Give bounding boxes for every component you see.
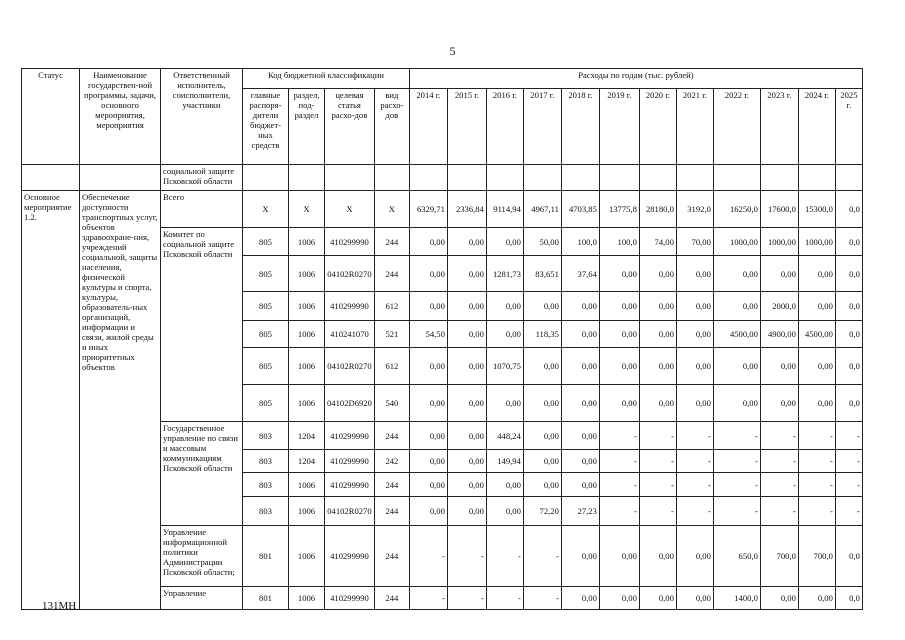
expense-value: 0,00 xyxy=(486,292,523,321)
expense-value: 0,00 xyxy=(447,321,486,348)
expense-value: - xyxy=(676,497,713,526)
expense-value: 4703,85 xyxy=(561,191,599,228)
razdel-code: 1006 xyxy=(289,497,325,526)
razdel-code: 1006 xyxy=(289,348,325,385)
expense-value: 0,00 xyxy=(599,587,639,610)
expense-value: 1000,00 xyxy=(798,228,835,256)
expense-value: 0,0 xyxy=(835,256,862,292)
expense-value: 1000,00 xyxy=(760,228,798,256)
expense-value: 0,00 xyxy=(676,321,713,348)
expense-value: 0,0 xyxy=(835,348,862,385)
header-status: Статус xyxy=(22,69,80,165)
expense-value: - xyxy=(486,526,523,587)
razdel-code: 1006 xyxy=(289,385,325,422)
expense-value: 700,0 xyxy=(760,526,798,587)
expense-value: - xyxy=(798,450,835,473)
expense-value: 37,64 xyxy=(561,256,599,292)
grbs-code: 805 xyxy=(243,348,289,385)
vid-code: 244 xyxy=(374,422,409,450)
expense-value: 100,0 xyxy=(599,228,639,256)
tsel-code: 410299990 xyxy=(325,473,375,497)
grbs-code: X xyxy=(243,191,289,228)
expense-value: 0,00 xyxy=(561,292,599,321)
expense-value: 0,00 xyxy=(447,292,486,321)
razdel-code: X xyxy=(289,191,325,228)
expense-value: 16250,0 xyxy=(713,191,760,228)
header-expenses: Расходы по годам (тыс. рублей) xyxy=(409,69,862,89)
responsible-vsego: Всего xyxy=(161,191,243,228)
expense-value: 0,00 xyxy=(676,385,713,422)
expense-value: 0,00 xyxy=(409,348,447,385)
expense-value: - xyxy=(835,422,862,450)
tsel-code: 410299990 xyxy=(325,526,375,587)
expense-value: - xyxy=(599,473,639,497)
expense-value: 0,00 xyxy=(523,348,561,385)
header-program-name: Наименование государствен-ной программы, задачи, основного мероприятия, мероприятия xyxy=(80,69,161,165)
expense-value: 0,00 xyxy=(561,422,599,450)
tsel-code: 04102R0270 xyxy=(325,497,375,526)
expense-value: 0,00 xyxy=(639,321,676,348)
expense-value: 0,00 xyxy=(447,422,486,450)
vid-code: 612 xyxy=(374,292,409,321)
section-status: Основное мероприятие 1.2. xyxy=(22,191,80,610)
expense-value: 650,0 xyxy=(713,526,760,587)
header-year: 2018 г. xyxy=(561,89,599,165)
expense-value: 0,00 xyxy=(760,385,798,422)
grbs-code: 803 xyxy=(243,422,289,450)
expense-value: 0,00 xyxy=(760,587,798,610)
expense-value: 50,00 xyxy=(523,228,561,256)
expense-value: - xyxy=(760,450,798,473)
expense-value: 0,0 xyxy=(835,385,862,422)
expense-value: - xyxy=(639,473,676,497)
expense-value: 0,00 xyxy=(798,348,835,385)
expense-value: - xyxy=(486,587,523,610)
expense-value: - xyxy=(760,422,798,450)
razdel-code: 1006 xyxy=(289,473,325,497)
expense-value: 0,00 xyxy=(409,292,447,321)
expense-value: - xyxy=(639,497,676,526)
section-name: Обеспечение доступности транспортных услуг, объектов здравоохране-ния, учреждений социальной, защиты населения, физической культуры и спорта, культуры, образователь-ных организаций, информации и связи, жилой среды и иных приоритетных объектов xyxy=(80,191,161,610)
expense-value: 0,00 xyxy=(599,256,639,292)
expense-value: 0,00 xyxy=(486,497,523,526)
vid-code: 244 xyxy=(374,497,409,526)
expense-value: 70,00 xyxy=(676,228,713,256)
tsel-code: 410299990 xyxy=(325,422,375,450)
grbs-code: 803 xyxy=(243,473,289,497)
expense-value: - xyxy=(409,587,447,610)
expense-value: 0,00 xyxy=(447,497,486,526)
continuation-text: социальной защите Псковской области xyxy=(161,165,243,191)
tsel-code: 410299990 xyxy=(325,587,375,610)
grbs-code: 805 xyxy=(243,321,289,348)
tsel-code: 410299990 xyxy=(325,228,375,256)
vid-code: 540 xyxy=(374,385,409,422)
expense-value: - xyxy=(835,450,862,473)
expense-value: 0,00 xyxy=(561,348,599,385)
grbs-code: 805 xyxy=(243,385,289,422)
expense-value: 0,00 xyxy=(713,385,760,422)
expense-value: 118,35 xyxy=(523,321,561,348)
expense-value: 0,00 xyxy=(561,587,599,610)
vid-code: 244 xyxy=(374,587,409,610)
expense-value: 1281,73 xyxy=(486,256,523,292)
expense-value: 0,0 xyxy=(835,321,862,348)
expense-value: 448,24 xyxy=(486,422,523,450)
expense-value: - xyxy=(713,497,760,526)
header-year: 2023 г. xyxy=(760,89,798,165)
expense-value: 1000,00 xyxy=(713,228,760,256)
expense-value: - xyxy=(760,473,798,497)
expense-value: - xyxy=(798,473,835,497)
expense-value: - xyxy=(798,497,835,526)
expense-value: 0,00 xyxy=(676,292,713,321)
expense-value: 15300,0 xyxy=(798,191,835,228)
expense-value: 0,00 xyxy=(798,256,835,292)
expense-value: 0,00 xyxy=(561,473,599,497)
razdel-code: 1006 xyxy=(289,321,325,348)
expense-value: - xyxy=(798,422,835,450)
expense-value: 0,00 xyxy=(676,587,713,610)
expense-value: 0,00 xyxy=(409,450,447,473)
expense-value: 0,00 xyxy=(561,450,599,473)
razdel-code: 1204 xyxy=(289,450,325,473)
expense-value: 1070,75 xyxy=(486,348,523,385)
expense-value: 0,00 xyxy=(639,587,676,610)
expense-value: - xyxy=(447,587,486,610)
expense-value: 0,00 xyxy=(409,385,447,422)
expense-value: 0,00 xyxy=(713,256,760,292)
expense-value: 0,00 xyxy=(447,256,486,292)
expense-value: 0,00 xyxy=(447,385,486,422)
expense-value: - xyxy=(639,422,676,450)
expense-value: 0,00 xyxy=(798,292,835,321)
expense-value: 0,00 xyxy=(409,228,447,256)
expense-value: 0,0 xyxy=(835,292,862,321)
expense-value: 0,00 xyxy=(599,385,639,422)
expense-value: 0,00 xyxy=(561,321,599,348)
expense-value: 74,00 xyxy=(639,228,676,256)
vid-code: X xyxy=(374,191,409,228)
vid-code: 521 xyxy=(374,321,409,348)
vid-code: 244 xyxy=(374,473,409,497)
tsel-code: 04102D6920 xyxy=(325,385,375,422)
expense-value: 0,00 xyxy=(409,422,447,450)
expense-value: 0,00 xyxy=(639,292,676,321)
expense-value: - xyxy=(835,497,862,526)
expense-value: 83,651 xyxy=(523,256,561,292)
expense-value: 0,0 xyxy=(835,191,862,228)
header-year: 2017 г. xyxy=(523,89,561,165)
expense-value: 17600,0 xyxy=(760,191,798,228)
expense-value: - xyxy=(447,526,486,587)
expense-value: - xyxy=(639,450,676,473)
expense-value: 0,0 xyxy=(835,526,862,587)
grbs-code: 805 xyxy=(243,228,289,256)
expense-value: 0,00 xyxy=(639,385,676,422)
header-vid: вид расхо-дов xyxy=(374,89,409,165)
footer-code: 131МН xyxy=(42,600,77,612)
grbs-code: 801 xyxy=(243,526,289,587)
expense-value: 0,00 xyxy=(486,473,523,497)
expense-value: 0,00 xyxy=(561,385,599,422)
expense-value: - xyxy=(835,473,862,497)
expense-value: 0,00 xyxy=(760,348,798,385)
vid-code: 244 xyxy=(374,256,409,292)
expense-value: 0,00 xyxy=(599,526,639,587)
expense-value: 0,00 xyxy=(523,422,561,450)
expense-value: 2336,84 xyxy=(447,191,486,228)
razdel-code: 1006 xyxy=(289,228,325,256)
vid-code: 612 xyxy=(374,348,409,385)
expense-value: 28180,0 xyxy=(639,191,676,228)
expense-value: - xyxy=(713,450,760,473)
expense-value: 0,00 xyxy=(599,321,639,348)
expense-value: 0,00 xyxy=(486,321,523,348)
expense-value: 0,00 xyxy=(599,348,639,385)
expense-value: - xyxy=(599,450,639,473)
expense-value: 0,00 xyxy=(798,587,835,610)
grbs-code: 805 xyxy=(243,256,289,292)
expense-value: 3192,0 xyxy=(676,191,713,228)
razdel-code: 1006 xyxy=(289,587,325,610)
grbs-code: 803 xyxy=(243,497,289,526)
expense-value: 0,00 xyxy=(409,497,447,526)
expense-value: 0,00 xyxy=(713,292,760,321)
razdel-code: 1204 xyxy=(289,422,325,450)
header-responsible: Ответственный исполнитель, соисполнители, участники xyxy=(161,69,243,165)
expense-value: - xyxy=(760,497,798,526)
header-year: 2019 г. xyxy=(599,89,639,165)
expense-value: 2000,0 xyxy=(760,292,798,321)
header-budget-class: Код бюджетной классификации xyxy=(243,69,410,89)
expense-value: 0,00 xyxy=(676,256,713,292)
expense-value: 0,00 xyxy=(798,385,835,422)
expense-value: 54,50 xyxy=(409,321,447,348)
header-year: 2024 г. xyxy=(798,89,835,165)
page-number: 5 xyxy=(449,44,456,58)
expense-value: 0,00 xyxy=(447,450,486,473)
expense-value: 0,00 xyxy=(760,256,798,292)
expense-value: 1400,0 xyxy=(713,587,760,610)
expense-value: 0,00 xyxy=(639,256,676,292)
expense-value: 13775,8 xyxy=(599,191,639,228)
expense-value: 0,00 xyxy=(561,526,599,587)
expense-value: 0,00 xyxy=(523,450,561,473)
expense-value: 4900,00 xyxy=(760,321,798,348)
expense-value: 0,00 xyxy=(523,385,561,422)
vid-code: 242 xyxy=(374,450,409,473)
header-year: 2020 г. xyxy=(639,89,676,165)
header-tsel: целевая статья расхо-дов xyxy=(325,89,375,165)
expense-value: 100,0 xyxy=(561,228,599,256)
expense-value: 9114,94 xyxy=(486,191,523,228)
expense-value: 0,00 xyxy=(523,473,561,497)
responsible-upr: Управление xyxy=(161,587,243,610)
tsel-code: X xyxy=(325,191,375,228)
expense-value: 0,00 xyxy=(447,348,486,385)
expense-value: 0,00 xyxy=(639,526,676,587)
expense-value: 72,20 xyxy=(523,497,561,526)
grbs-code: 805 xyxy=(243,292,289,321)
header-year: 2021 г. xyxy=(676,89,713,165)
expense-value: - xyxy=(713,422,760,450)
header-razdel: раздел, под-раздел xyxy=(289,89,325,165)
expense-value: 4500,00 xyxy=(713,321,760,348)
header-grbs: главные распоря-дители бюджет-ных средств xyxy=(243,89,289,165)
responsible-komitet: Комитет по социальной защите Псковской области xyxy=(161,228,243,422)
expense-value: - xyxy=(599,497,639,526)
expense-value: - xyxy=(713,473,760,497)
expense-value: - xyxy=(599,422,639,450)
header-year: 2022 г. xyxy=(713,89,760,165)
expense-value: 4967,11 xyxy=(523,191,561,228)
tsel-code: 410241070 xyxy=(325,321,375,348)
expense-value: 0,00 xyxy=(409,256,447,292)
grbs-code: 803 xyxy=(243,450,289,473)
expense-value: - xyxy=(676,422,713,450)
expense-value: 0,00 xyxy=(409,473,447,497)
table-row xyxy=(22,191,863,228)
expense-value: 4500,00 xyxy=(798,321,835,348)
expense-value: 27,23 xyxy=(561,497,599,526)
expense-value: 0,00 xyxy=(486,385,523,422)
budget-table xyxy=(21,68,863,610)
expense-value: 0,00 xyxy=(676,526,713,587)
expense-value: - xyxy=(409,526,447,587)
expense-value: 700,0 xyxy=(798,526,835,587)
expense-value: 0,00 xyxy=(639,348,676,385)
expense-value: 0,00 xyxy=(713,348,760,385)
expense-value: 0,00 xyxy=(447,473,486,497)
tsel-code: 410299990 xyxy=(325,450,375,473)
razdel-code: 1006 xyxy=(289,256,325,292)
razdel-code: 1006 xyxy=(289,526,325,587)
expense-value: - xyxy=(676,473,713,497)
expense-value: 6329,71 xyxy=(409,191,447,228)
header-year: 2014 г. xyxy=(409,89,447,165)
header-year: 2015 г. xyxy=(447,89,486,165)
expense-value: - xyxy=(523,526,561,587)
expense-value: - xyxy=(676,450,713,473)
responsible-upr_info: Управление информационной политики Администрации Псковской области; xyxy=(161,526,243,587)
header-year: 2025 г. xyxy=(835,89,862,165)
expense-value: 0,00 xyxy=(676,348,713,385)
expense-value: 149,94 xyxy=(486,450,523,473)
expense-value: 0,00 xyxy=(447,228,486,256)
vid-code: 244 xyxy=(374,228,409,256)
expense-value: - xyxy=(523,587,561,610)
header-year: 2016 г. xyxy=(486,89,523,165)
expense-value: 0,0 xyxy=(835,228,862,256)
expense-value: 0,00 xyxy=(523,292,561,321)
vid-code: 244 xyxy=(374,526,409,587)
tsel-code: 04102R0270 xyxy=(325,348,375,385)
razdel-code: 1006 xyxy=(289,292,325,321)
responsible-gosupr: Государственное управление по связи и массовым коммуникациям Псковской области xyxy=(161,422,243,526)
expense-value: 0,00 xyxy=(486,228,523,256)
expense-value: 0,0 xyxy=(835,587,862,610)
grbs-code: 801 xyxy=(243,587,289,610)
tsel-code: 04102R0270 xyxy=(325,256,375,292)
tsel-code: 410299990 xyxy=(325,292,375,321)
expense-value: 0,00 xyxy=(599,292,639,321)
